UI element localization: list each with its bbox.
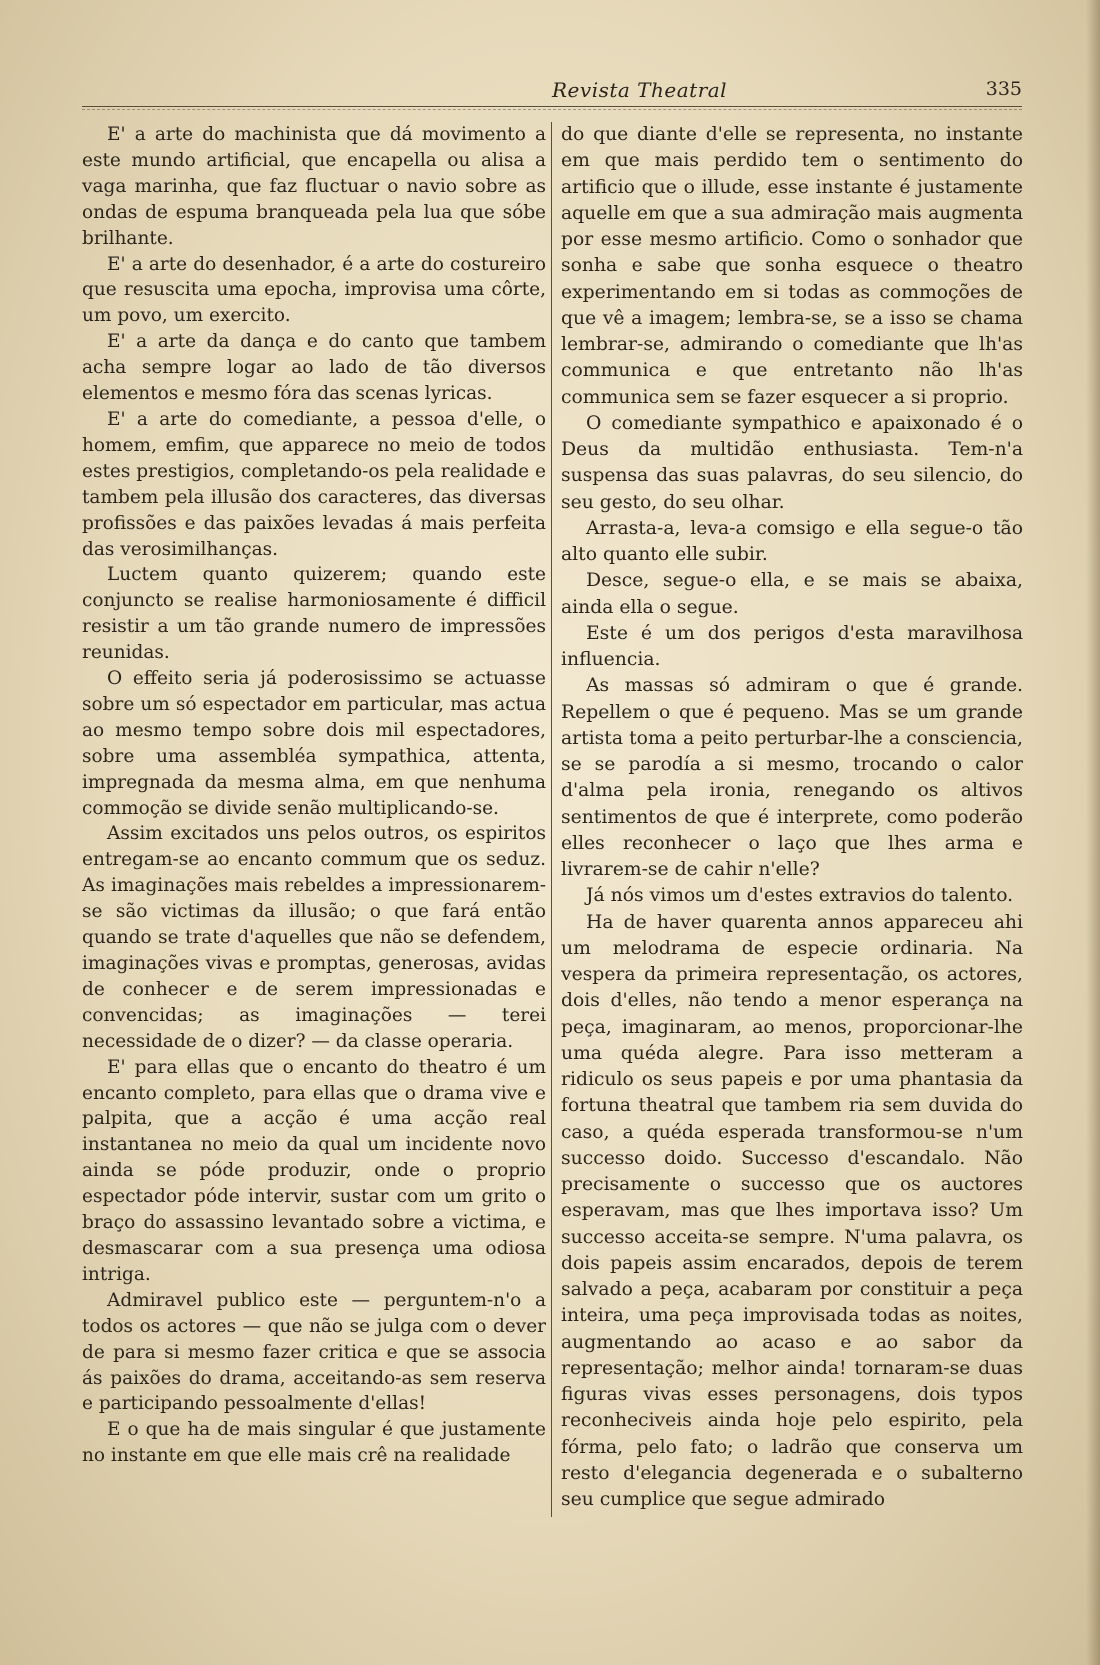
paragraph: O effeito seria já poderosissimo se actuasse sobre um só espectador em particular, mas actua ao mesmo tempo sobre dois mil espectadores, sobre uma assembléa sympathica, attenta, impregnada da mesma alma, em que nenhuma commoção se divide senão multiplicando-se. [82,668,546,819]
header-rule [82,106,1022,107]
paragraph: Ha de haver quarenta annos appareceu ahi um melodrama de especie ordinaria. Na vespera da primeira representação, os actores, dois d'elles, não tendo a menor esperança na peça, imaginaram, ao menos, proporcionar-lhe uma quéda alegre. Para isso metteram a ridiculo os seus papeis e por uma phantasia da fortuna theatral que tambem ria sem duvida do caso, a quéda esperada transformou-se n'um successo doido. Successo d'escandalo. Não precisamente o successo que os auctores esperavam, mas que lhes importava isso? Um successo acceita-se sempre. N'uma palavra, os dois papeis assim encarados, depois de terem salvado a peça, acabaram por constituir a peça inteira, uma peça improvisada todas as noites, augmentando ao acaso e ao sabor da representação; melhor ainda! tornaram-se duas figuras vivas esses personagens, dois typos reconheciveis ainda hoje pelo espirito, pela fórma, pelo fato; o ladrão que conserva um resto d'elegancia degenerada e o subalterno seu cumplice que segue admirado [561,911,1023,1510]
right-column [561,122,1023,1513]
paragraph: E' a arte do comediante, a pessoa d'elle, o homem, emfim, que apparece no meio de todos estes prestigios, completando-os pela realidade e tambem pela illusão dos caracteres, das diversas profissões e das paixões levadas á mais perfeita das verosimilhanças. [82,408,546,560]
paragraph-continued: do que diante d'elle se representa, no instante em que mais perdido tem o sentimento do artificio que o illude, esse instante é justamente aquelle em que a sua admiração mais augmenta por esse mesmo artificio. Como o sonhador que sonha e sabe que sonha esquece o theatro experimentando em si todas as commoções de que vê a imagem; lembra-se, se a isso se chama lembrar-se, admirando o comediante que lh'as communica e que entretanto não lh'as communica sem se fazer esquecer a si proprio. [561,124,1023,408]
running-title: Revista Theatral [552,78,728,102]
paragraph: E o que ha de mais singular é que justamente no instante em que elle mais crê na realidade [82,1419,546,1467]
paragraph: Luctem quanto quizerem; quando este conjuncto se realise harmoniosamente é difficil resistir a um tão grande numero de impressões reunidas. [82,564,546,664]
page-number: 335 [985,78,1022,100]
paragraph: Já nós vimos um d'estes extravios do talento. [586,885,1014,907]
page-edge-shadow [1086,0,1100,1665]
paragraph: E' a arte do desenhador, é a arte do costureiro que resuscita uma epocha, improvisa uma côrte, um povo, um exercito. [82,253,546,327]
paragraph: Admiravel publico este — perguntem-n'o a todos os actores — que não se julga com o dever de para si mesmo fazer critica e que se associa ás paixões do drama, acceitando-as sem reserva e participando pessoalmente d'ellas! [82,1289,546,1415]
paragraph: Este é um dos perigos d'esta maravilhosa influencia. [561,622,1023,670]
paragraph: E' para ellas que o encanto do theatro é um encanto completo, para ellas que o drama vive e palpita, que a acção é uma acção real instantanea no meio da qual um incidente novo ainda se póde produzir, onde o proprio espectador póde intervir, sustar com um grito o braço do assassino levantado sobre a victima, e desmascarar com a sua presença uma odiosa intriga. [82,1056,546,1285]
paragraph: Assim excitados uns pelos outros, os espiritos entregam-se ao encanto commum que os seduz. As imaginações mais rebeldes a impressionarem-se são victimas da illusão; o que fará então quando se trate d'aquelles que não se defendem, imaginações vivas e promptas, generosas, avidas de conhecer e de serem impressionadas e convencidas; as imaginações — terei necessidade de o dizer? — da classe operaria. [82,823,546,1052]
paragraph: As massas só admiram o que é grande. Repellem o que é pequeno. Mas se um grande artista toma a peito perturbar-lhe a consciencia, se se parodía a si mesmo, trocando o calor d'alma pela ironia, renegando os altivos sentimentos de que é interprete, como poderão elles reconhecer o laço que lhes arma e livrarem-se de cahir n'elle? [561,675,1023,880]
running-header [82,78,1022,106]
column-divider [551,122,552,1517]
paragraph: Desce, segue-o ella, e se mais se abaixa, ainda ella o segue. [561,570,1023,618]
header-rule-dashed [82,109,1022,110]
left-column [82,122,546,1469]
paragraph: O comediante sympathico e apaixonado é o Deus da multidão enthusiasta. Tem-n'a suspensa das suas palavras, do seu silencio, do seu gesto, do seu olhar. [561,412,1023,513]
paragraph: E' a arte do machinista que dá movimento a este mundo artificial, que encapella ou alisa a vaga marinha, que faz fluctuar o navio sobre as ondas de espuma branqueada pela lua que sóbe brilhante. [82,124,546,249]
paragraph: Arrasta-a, leva-a comsigo e ella segue-o tão alto quanto elle subir. [561,517,1023,565]
paragraph: E' a arte da dança e do canto que tambem acha sempre logar ao lado de tão diversos elementos e mesmo fóra das scenas lyricas. [82,331,546,405]
